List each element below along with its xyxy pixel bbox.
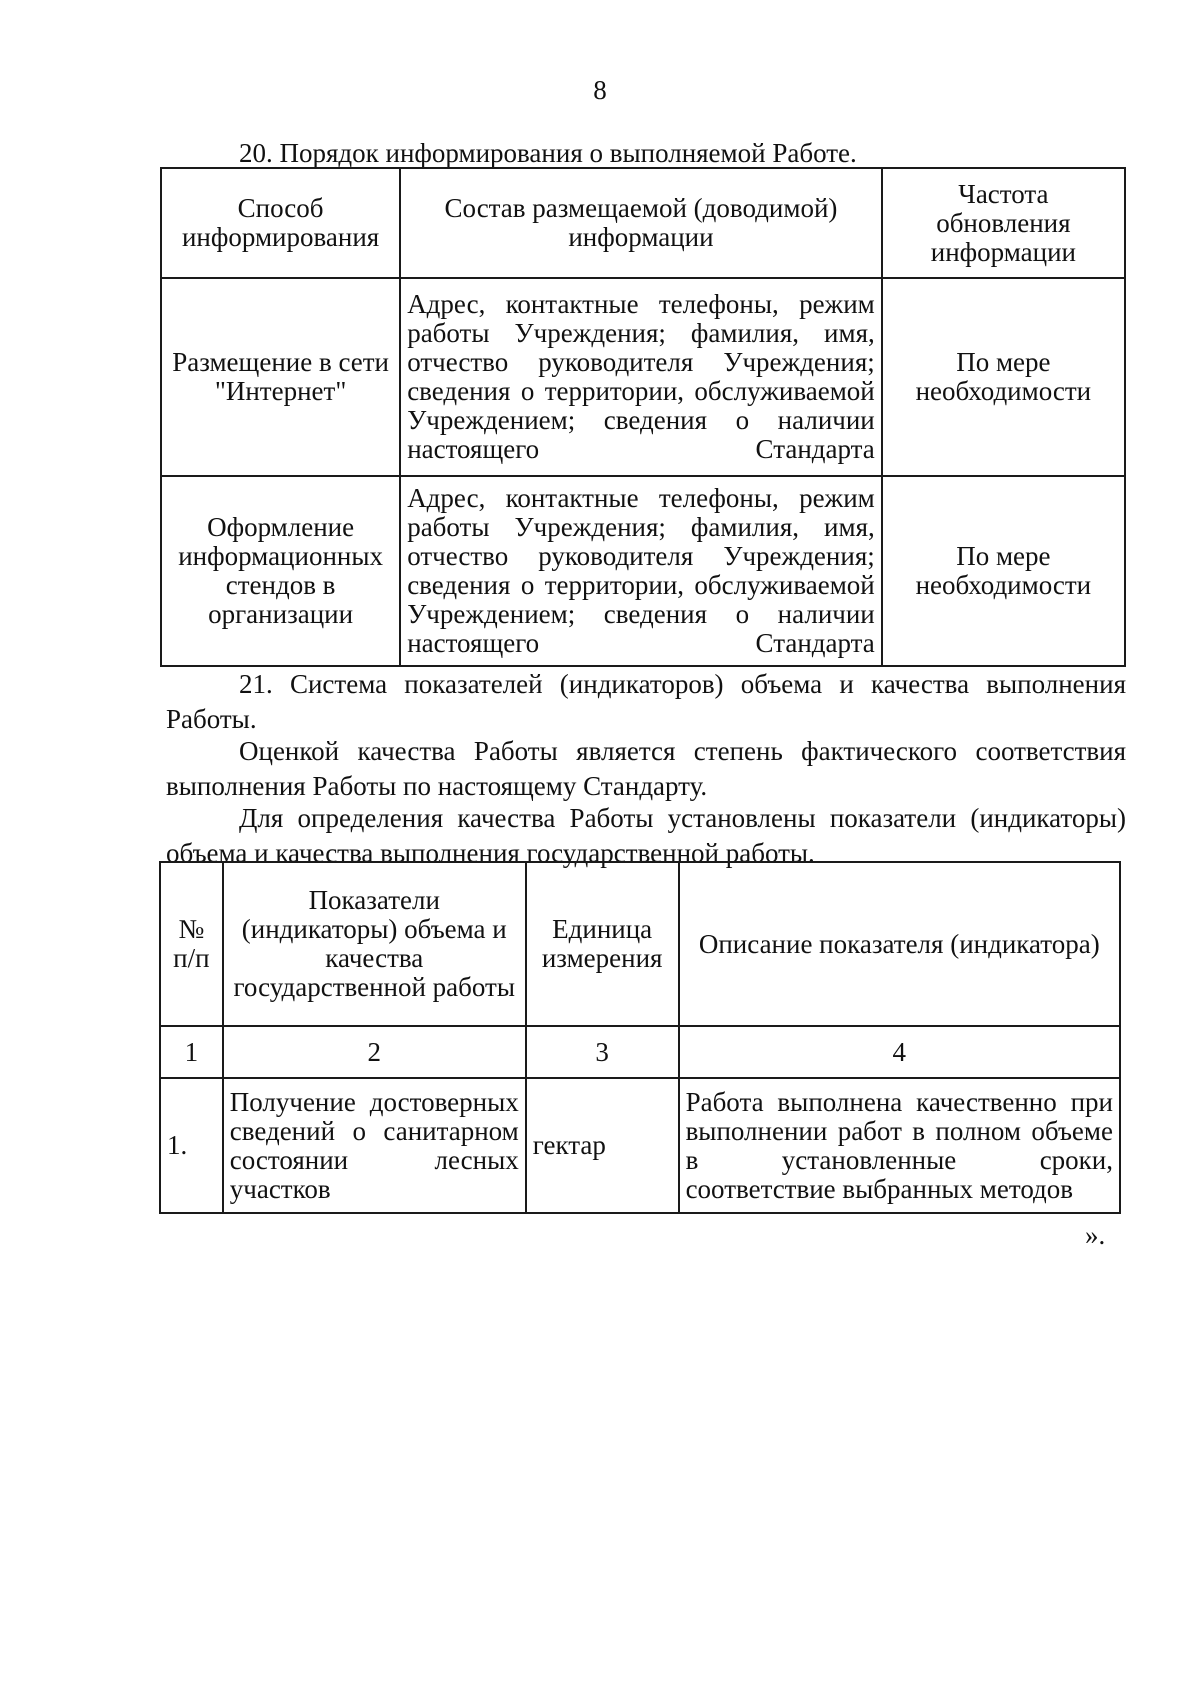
row-indicator xyxy=(223,1078,526,1213)
row-description xyxy=(679,1078,1120,1213)
table-row xyxy=(161,476,1125,666)
row-unit: гектар xyxy=(526,1078,679,1213)
content-line: Учреждением; сведения о наличии xyxy=(407,405,875,435)
col-number: 2 xyxy=(223,1026,526,1078)
row-frequency: По мере необходимости xyxy=(882,476,1125,666)
content-line: работы Учреждения; фамилия, имя, xyxy=(407,318,875,348)
header-num: № п/п xyxy=(160,862,223,1026)
description-line: выполнении работ в полном объеме xyxy=(685,1115,1113,1146)
header-unit: Единица измерения xyxy=(526,862,679,1026)
table-header-row xyxy=(160,862,1120,1026)
header-indicator: Показатели (индикаторы) объема и качества государственной работы xyxy=(223,862,526,1026)
content-line: сведения о территории, обслуживаемой xyxy=(407,376,875,406)
indicators-table xyxy=(159,861,1121,1214)
content-line: настоящего Стандарта xyxy=(407,434,875,464)
informing-table xyxy=(160,167,1126,667)
content-line: Учреждением; сведения о наличии xyxy=(407,599,875,629)
content-line: Адрес, контактные телефоны, режим xyxy=(407,483,875,513)
indicator-line: состоянии лесных xyxy=(229,1144,519,1175)
description-line: соответствие выбранных методов xyxy=(685,1173,1074,1204)
header-content: Состав размещаемой (доводимой) информации xyxy=(400,168,882,278)
column-number-row xyxy=(160,1026,1120,1078)
header-frequency: Частота обновления информации xyxy=(882,168,1125,278)
row-method: Размещение в сети "Интернет" xyxy=(161,278,400,476)
indicator-line: Получение достоверных xyxy=(229,1086,519,1117)
section-20-heading: 20. Порядок информирования о выполняемой Работе. xyxy=(239,138,857,168)
table-row xyxy=(160,1078,1120,1213)
row-frequency: По мере необходимости xyxy=(882,278,1125,476)
indicator-line: участков xyxy=(229,1173,331,1204)
row-content xyxy=(400,476,882,666)
content-line: сведения о территории, обслуживаемой xyxy=(407,570,875,600)
table-row xyxy=(161,278,1125,476)
col-number: 3 xyxy=(526,1026,679,1078)
row-method: Оформление информационных стендов в организации xyxy=(161,476,400,666)
indicator-line: сведений о санитарном xyxy=(229,1115,519,1146)
header-description: Описание показателя (индикатора) xyxy=(679,862,1120,1026)
table-header-row xyxy=(161,168,1125,278)
row-content xyxy=(400,278,882,476)
content-line: настоящего Стандарта xyxy=(407,628,875,658)
content-line: отчество руководителя Учреждения; xyxy=(407,541,875,571)
section-21-heading: 21. Система показателей (индикаторов) объема и качества выполнения Работы. xyxy=(166,669,1126,734)
page-number: 8 xyxy=(593,75,607,105)
header-method: Способ информирования xyxy=(161,168,400,278)
content-line: Адрес, контактные телефоны, режим xyxy=(407,289,875,319)
row-num: 1. xyxy=(160,1078,223,1213)
content-line: отчество руководителя Учреждения; xyxy=(407,347,875,377)
description-line: Работа выполнена качественно при xyxy=(685,1086,1113,1117)
quality-paragraph: Оценкой качества Работы является степень фактического соответствия выполнения Работы по настоящему Стандарту. xyxy=(166,736,1126,801)
col-number: 4 xyxy=(679,1026,1120,1078)
description-line: в установленные сроки, xyxy=(685,1144,1113,1175)
closing-quote: ». xyxy=(1085,1220,1106,1250)
col-number: 1 xyxy=(160,1026,223,1078)
content-line: работы Учреждения; фамилия, имя, xyxy=(407,512,875,542)
indicators-paragraph: Для определения качества Работы установлены показатели (индикаторы) объема и качества выполнения государственной работы. xyxy=(166,803,1126,868)
